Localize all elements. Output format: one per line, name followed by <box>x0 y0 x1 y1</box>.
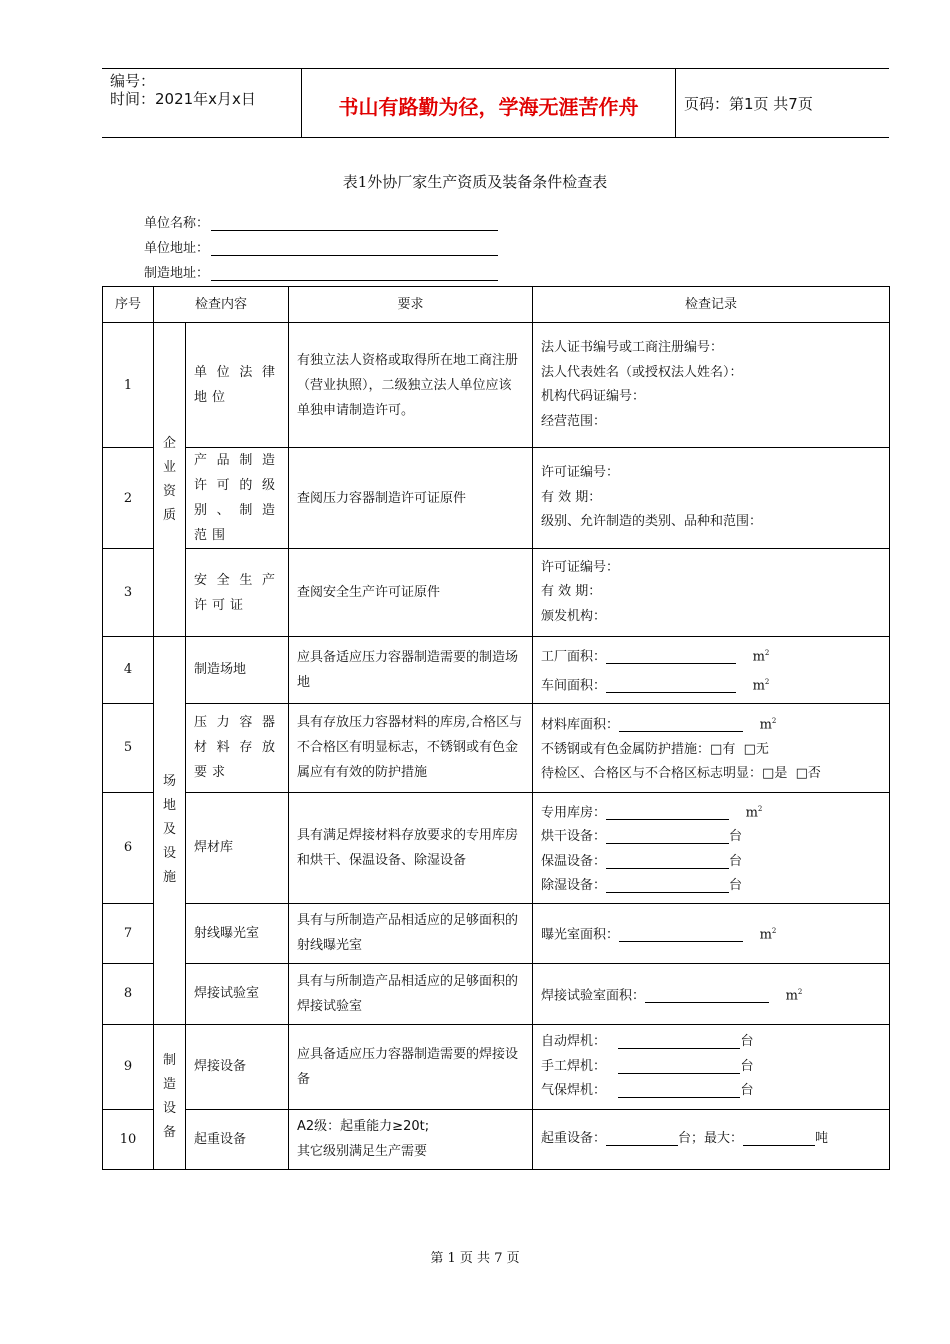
record-line[interactable]: 保温设备： 台 <box>541 853 743 869</box>
row-no: 7 <box>103 903 154 963</box>
fill-blank[interactable] <box>619 927 743 942</box>
fill-blank[interactable] <box>606 805 729 820</box>
row-req: 应具备适应压力容器制造需要的制造场地 <box>289 637 533 704</box>
fill-blank[interactable] <box>606 829 729 844</box>
row-item: 压力容器材料存放要求 <box>186 703 289 792</box>
record-line[interactable]: 许可证编号： <box>541 465 620 481</box>
row-record <box>533 963 890 1024</box>
row-no: 10 <box>103 1109 154 1169</box>
record-line[interactable]: 气保焊机： 台 <box>541 1083 754 1099</box>
fill-blank[interactable] <box>618 1059 740 1074</box>
header-motto: 书山有路勤为径，学海无涯苦作舟 <box>338 95 639 119</box>
fill-blank[interactable] <box>606 1131 678 1146</box>
header-left <box>110 72 256 108</box>
record-line[interactable]: 级别、允许制造的类别、品种和范围： <box>541 514 763 530</box>
header-divider <box>675 69 676 137</box>
table-row <box>103 323 890 448</box>
table-row <box>103 448 890 549</box>
category-site: 场 地 及 设 施 <box>154 637 186 1025</box>
header-record: 检查记录 <box>533 287 890 323</box>
table-row <box>103 1109 890 1169</box>
checkbox-no[interactable]: □无 <box>743 741 769 757</box>
fill-blank[interactable] <box>743 1131 815 1146</box>
checkbox-yes[interactable]: □有 <box>710 741 736 757</box>
fill-blank[interactable] <box>619 717 743 732</box>
category-qualification: 企 业 资 质 <box>154 323 186 637</box>
row-record <box>533 792 890 903</box>
record-line[interactable]: 车间面积： $m^2$ <box>541 677 770 694</box>
table-row <box>103 963 890 1024</box>
fill-blank[interactable] <box>618 1034 740 1049</box>
header-number: 编号： <box>110 72 156 90</box>
row-item: 安全生产许可证 <box>186 549 289 637</box>
unit-address-field[interactable] <box>211 241 498 256</box>
record-line[interactable]: 手工焊机： 台 <box>541 1058 754 1074</box>
header-no: 序号 <box>103 287 154 323</box>
record-line[interactable]: 颁发机构： <box>541 608 607 624</box>
checkbox-yes[interactable]: □是 <box>762 766 788 782</box>
record-line[interactable]: 烘干设备： 台 <box>541 829 743 845</box>
record-line[interactable]: 许可证编号： <box>541 559 620 575</box>
table-header-row <box>103 287 890 323</box>
record-line[interactable]: 经营范围： <box>541 413 607 429</box>
row-req: 查阅安全生产许可证原件 <box>289 549 533 637</box>
record-line[interactable]: 自动焊机： 台 <box>541 1034 754 1050</box>
row-record <box>533 448 890 549</box>
record-line[interactable]: 有 效 期： <box>541 489 602 505</box>
row-no: 5 <box>103 703 154 792</box>
unit-name-field[interactable] <box>211 216 498 231</box>
fill-blank[interactable] <box>606 649 736 664</box>
table-row <box>103 1024 890 1109</box>
mfg-address-line <box>144 262 498 281</box>
row-no: 2 <box>103 448 154 549</box>
unit-name-label: 单位名称： <box>144 216 210 231</box>
page-footer: 第 1 页 共 7 页 <box>430 1251 520 1266</box>
row-req: 具有与所制造产品相适应的足够面积的射线曝光室 <box>289 903 533 963</box>
row-item: 焊材库 <box>186 792 289 903</box>
req-line: 其它级别满足生产需要 <box>297 1144 428 1160</box>
row-record <box>533 323 890 448</box>
unit-name-line <box>144 212 498 231</box>
record-line[interactable]: 法人代表姓名（或授权法人姓名）： <box>541 364 743 380</box>
mfg-address-field[interactable] <box>211 266 498 281</box>
row-req: 具有满足焊接材料存放要求的专用库房和烘干、保温设备、除湿设备 <box>289 792 533 903</box>
fill-blank[interactable] <box>618 1083 740 1098</box>
row-item: 起重设备 <box>186 1109 289 1169</box>
row-record <box>533 903 890 963</box>
inspection-table <box>102 286 890 1170</box>
fill-blank[interactable] <box>645 988 769 1003</box>
row-record <box>533 1109 890 1169</box>
row-item: 焊接试验室 <box>186 963 289 1024</box>
record-line[interactable]: 曝光室面积： $m^2$ <box>541 927 777 943</box>
category-equipment: 制 造 设 备 <box>154 1024 186 1169</box>
table-row <box>103 903 890 963</box>
header-page: 页码：第1页 共7页 <box>684 95 813 113</box>
row-item: 射线曝光室 <box>186 903 289 963</box>
row-no: 1 <box>103 323 154 448</box>
row-item: 制造场地 <box>186 637 289 704</box>
mfg-address-label: 制造地址： <box>144 266 210 281</box>
row-no: 9 <box>103 1024 154 1109</box>
table-row <box>103 549 890 637</box>
record-line: 不锈钢或有色金属防护措施：□有 □无 <box>541 741 769 757</box>
row-no: 6 <box>103 792 154 903</box>
row-item: 焊接设备 <box>186 1024 289 1109</box>
row-record <box>533 549 890 637</box>
record-line[interactable]: 法人证书编号或工商注册编号： <box>541 340 724 355</box>
row-req: 具有与所制造产品相适应的足够面积的焊接试验室 <box>289 963 533 1024</box>
header-content: 检查内容 <box>154 287 289 323</box>
fill-blank[interactable] <box>606 854 729 869</box>
row-req: 具有存放压力容器材料的库房,合格区与不合格区有明显标志，不锈钢或有色金属应有有效的防护措施 <box>289 703 533 792</box>
fill-blank[interactable] <box>606 878 729 893</box>
fill-blank[interactable] <box>606 678 736 693</box>
row-no: 8 <box>103 963 154 1024</box>
record-line: 待检区、合格区与不合格区标志明显：□是 □否 <box>541 766 821 782</box>
row-record <box>533 1024 890 1109</box>
row-req: 查阅压力容器制造许可证原件 <box>289 448 533 549</box>
record-line[interactable]: 机构代码证编号： <box>541 389 646 404</box>
unit-address-line <box>144 237 498 256</box>
row-req <box>289 1109 533 1169</box>
table-row <box>103 792 890 903</box>
record-line[interactable]: 工厂面积： $m^2$ <box>541 649 770 665</box>
document-title: 表1外协厂家生产资质及装备条件检查表 <box>342 173 608 191</box>
row-no: 4 <box>103 637 154 704</box>
header-time: 时间：2021年x月x日 <box>110 90 256 108</box>
row-no: 3 <box>103 549 154 637</box>
row-item: 产品制造许可的级别、制造范围 <box>186 448 289 549</box>
row-item: 单位法律地位 <box>186 323 289 448</box>
checkbox-no[interactable]: □否 <box>795 766 821 782</box>
record-line[interactable]: 有 效 期： <box>541 584 602 600</box>
record-line[interactable]: 焊接试验室面积： $m^2$ <box>541 987 803 1003</box>
record-line[interactable]: 专用库房： $m^2$ <box>541 804 763 820</box>
unit-address-label: 单位地址： <box>144 241 210 256</box>
row-req: 应具备适应压力容器制造需要的焊接设备 <box>289 1024 533 1109</box>
record-line[interactable]: 除湿设备： 台 <box>541 878 743 894</box>
header-req: 要求 <box>289 287 533 323</box>
page-header <box>102 68 889 138</box>
table-row <box>103 703 890 792</box>
row-record <box>533 703 890 792</box>
record-line[interactable]: 起重设备： 台；最大： 吨 <box>541 1131 829 1147</box>
req-line: A2级：起重能力≥20t; <box>297 1119 430 1135</box>
record-line[interactable]: 材料库面积： $m^2$ <box>541 716 777 733</box>
table-row <box>103 637 890 704</box>
row-req: 有独立法人资格或取得所在地工商注册（营业执照），二级独立法人单位应该单独申请制造许可。 <box>289 323 533 448</box>
row-record <box>533 637 890 704</box>
